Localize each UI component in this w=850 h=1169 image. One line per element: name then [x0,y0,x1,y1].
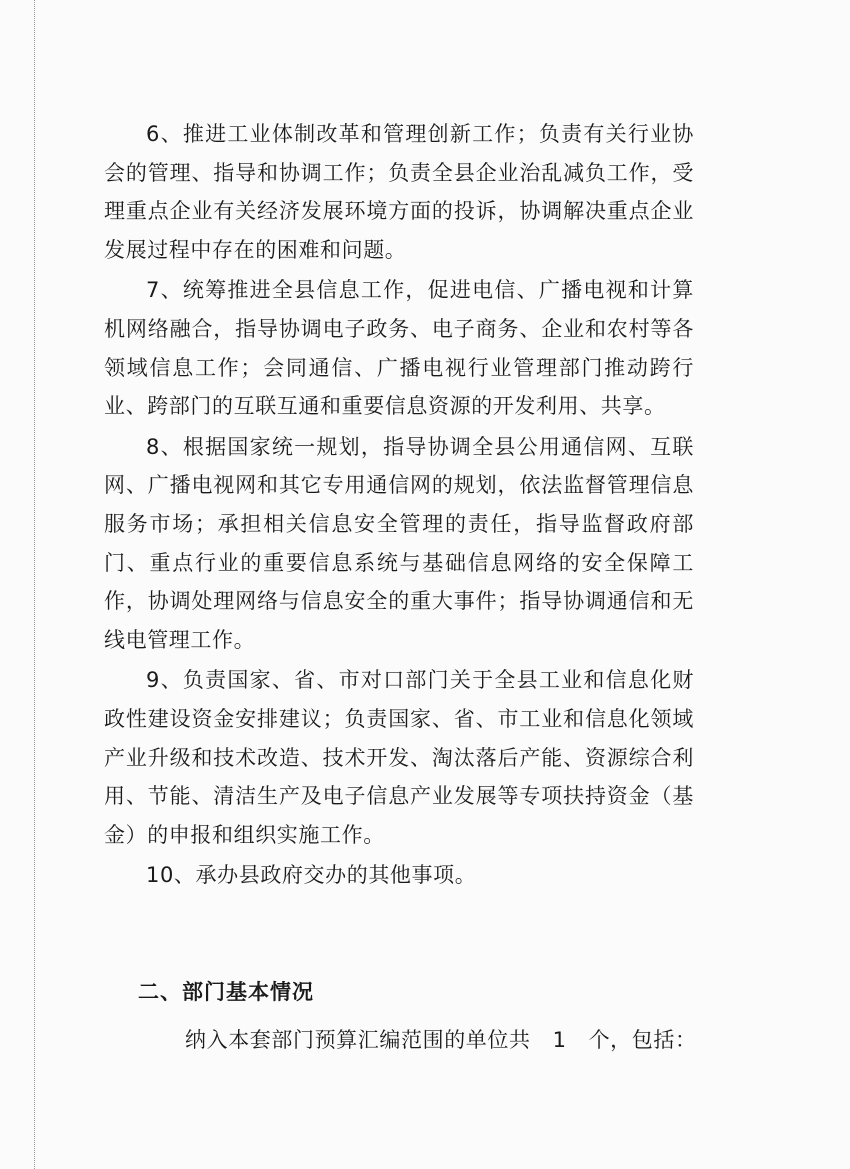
scan-edge-mark [34,0,35,1169]
section-heading: 二、部门基本情况 [138,980,314,1004]
document-body [104,115,694,897]
paragraph-item-7: 7、统筹推进全县信息工作，促进电信、广播电视和计算机网络融合，指导协调电子政务、电子商务、企业和农村等各领域信息工作；会同通信、广播电视行业管理部门推动跨行业、跨部门的互联互通和重要信息资源的开发利用、共享。 [104,278,694,419]
paragraph-item-6: 6、推进工业体制改革和管理创新工作；负责有关行业协会的管理、指导和协调工作；负责全县企业治乱减负工作，受理重点企业有关经济发展环境方面的投诉，协调解决重点企业发展过程中存在的困难和问题。 [104,122,694,262]
unit-count-value: 1 [552,1028,567,1052]
unit-count-line [185,1024,697,1054]
paragraph-item-10: 10、承办县政府交办的其他事项。 [146,863,477,888]
unit-count-prefix: 纳入本套部门预算汇编范围的单位共 [185,1028,531,1052]
unit-count-suffix: 个，包括： [588,1028,697,1052]
paragraph-item-8: 8、根据国家统一规划，指导协调全县公用通信网、互联网、广播电视网和其它专用通信网的规划，依法监督管理信息服务市场；承担相关信息安全管理的责任，指导监督政府部门、重点行业的重要信息系统与基础信息网络的安全保障工作，协调处理网络与信息安全的重大事件；指导协调通信和无线电管理工作。 [104,434,694,652]
paragraph-item-9: 9、负责国家、省、市对口部门关于全县工业和信息化财政性建设资金安排建议；负责国家、省、市工业和信息化领域产业升级和技术改造、技术开发、淘汰落后产能、资源综合利用、节能、清洁生产及电子信息产业发展等专项扶持资金（基金）的申报和组织实施工作。 [104,668,694,847]
